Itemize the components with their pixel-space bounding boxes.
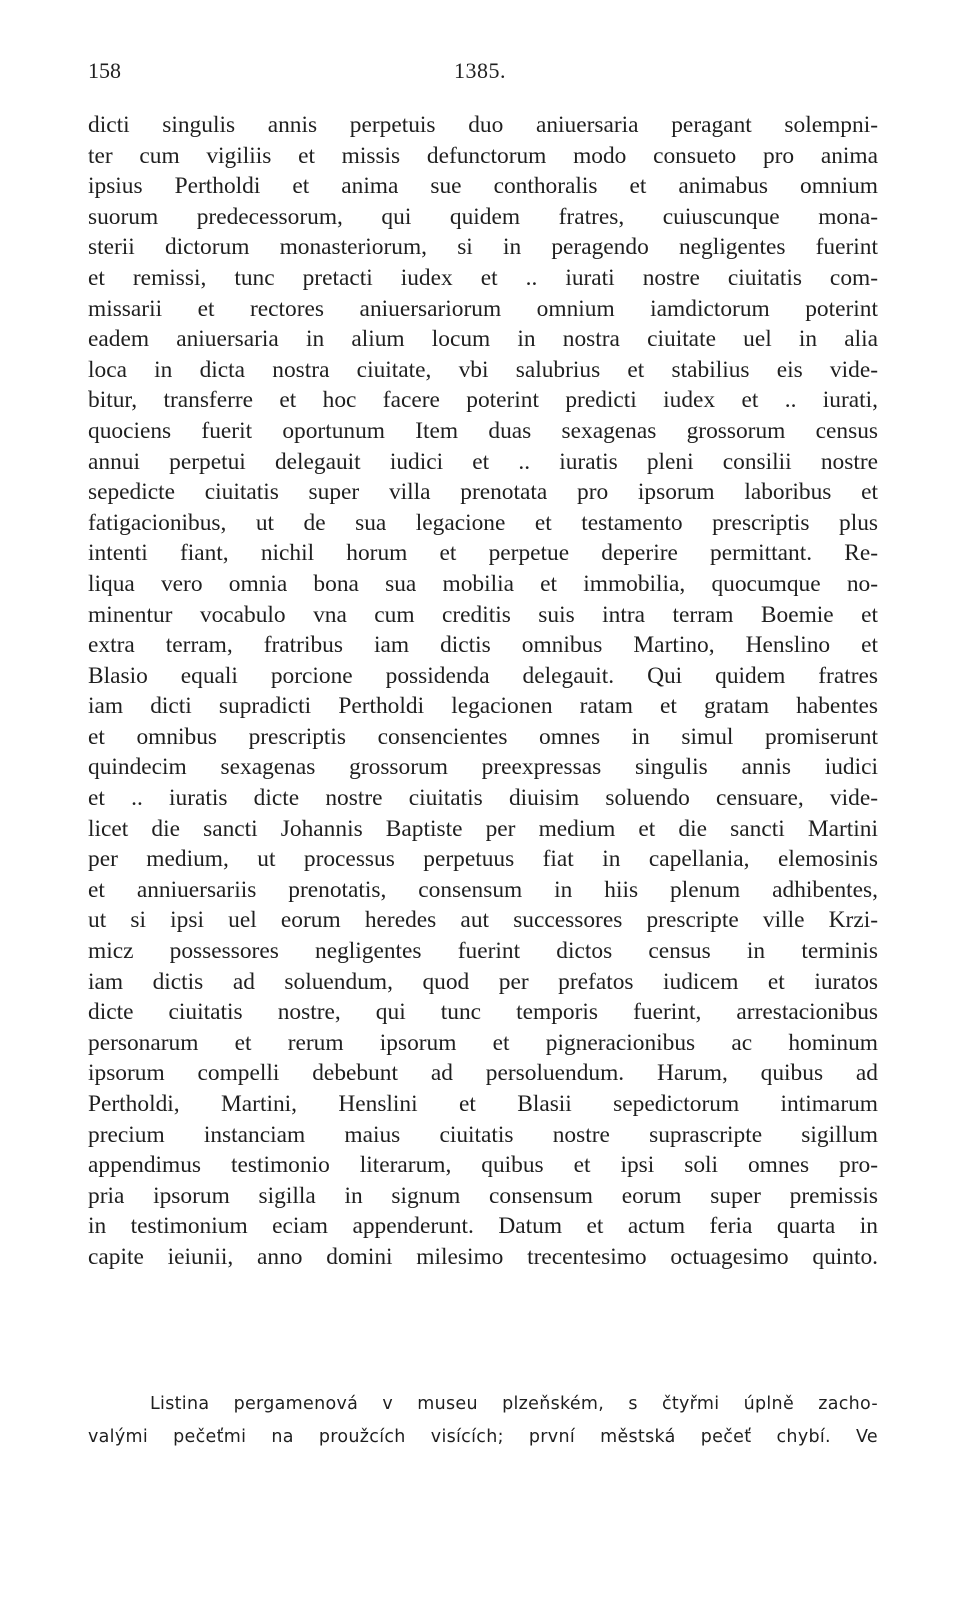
text-line: appendimus testimonio literarum, quibus et ipsi soli omnes pro- [88,1152,878,1179]
text-line: loca in dicta nostra ciuitate, vbi salubrius et stabilius eis vide- [88,356,878,383]
text-line: Pertholdi, Martini, Henslini et Blasii sepedictorum intimarum [88,1091,878,1117]
footnote-line: valými pečeťmi na proužcích visících; první městská pečeť chybí. Ve [88,1427,878,1447]
text-line: in testimonium eciam appenderunt. Datum et actum feria quarta in [88,1213,878,1240]
text-line: et omnibus prescriptis consencientes omnes in simul promiserunt [88,723,878,750]
text-line: Blasio equali porcione possidenda delegauit. Qui quidem fratres [88,662,878,689]
footnote-line: Listina pergamenová v museu plzeňském, s čtyřmi úplně zacho- [150,1394,878,1414]
text-line: ter cum vigiliis et missis defunctorum modo consueto pro anima [88,142,878,169]
text-line: minentur vocabulo vna cum creditis suis intra terram Boemie et [88,601,878,628]
text-line: annui perpetui delegauit iudici et .. iuratis pleni consilii nostre [88,448,878,475]
text-line: sepedicte ciuitatis super villa prenotata pro ipsorum laboribus et [88,479,878,506]
text-line: et .. iuratis dicte nostre ciuitatis diuisim soluendo censuare, vide- [88,785,878,812]
text-line: liqua vero omnia bona sua mobilia et immobilia, quocumque no- [88,570,878,597]
text-line: ipsius Pertholdi et anima sue conthoralis et animabus omnium [88,173,878,200]
text-line: fatigacionibus, ut de sua legacione et testamento prescriptis plus [88,509,878,536]
text-line: bitur, transferre et hoc facere poterint predicti iudex et .. iurati, [88,387,878,414]
text-line: sterii dictorum monasteriorum, si in peragendo negligentes fuerint [88,234,878,261]
page-number: 158 [88,58,121,83]
text-line: dicte ciuitatis nostre, qui tunc temporis fuerint, arrestacionibus [88,999,878,1026]
text-line: et remissi, tunc pretacti iudex et .. iurati nostre ciuitatis com- [88,264,878,291]
footnote-block [88,1388,878,1454]
text-line: precium instanciam maius ciuitatis nostre suprascripte sigillum [88,1121,878,1148]
text-line: micz possessores negligentes fuerint dictos census in terminis [88,938,878,965]
text-line: capite ieiunii, anno domini milesimo trecentesimo octuagesimo quinto. [88,1243,878,1270]
text-line: ut si ipsi uel eorum heredes aut successores prescripte ville Krzi- [88,907,878,934]
text-line: suorum predecessorum, qui quidem fratres, cuiuscunque mona- [88,203,878,230]
text-line: dicti singulis annis perpetuis duo aniuersaria peragant solempni- [88,112,878,138]
text-line: ipsorum compelli debebunt ad persoluendum. Harum, quibus ad [88,1060,878,1087]
text-line: iam dictis ad soluendum, quod per prefatos iudicem et iuratos [88,968,878,995]
main-text-block [88,110,878,1273]
page-header [88,58,878,92]
text-line: quindecim sexagenas grossorum preexpressas singulis annis iudici [88,754,878,781]
text-line: quociens fuerit oportunum Item duas sexagenas grossorum census [88,417,878,444]
text-line: per medium, ut processus perpetuus fiat in capellania, elemosinis [88,846,878,873]
text-line: extra terram, fratribus iam dictis omnibus Martino, Henslino et [88,632,878,659]
text-line: pria ipsorum sigilla in signum consensum eorum super premissis [88,1182,878,1209]
text-line: et anniuersariis prenotatis, consensum in hiis plenum adhibentes, [88,876,878,903]
text-line: personarum et rerum ipsorum et pigneracionibus ac hominum [88,1029,878,1056]
running-head-year: 1385. [454,58,506,83]
text-line: missarii et rectores aniuersariorum omnium iamdictorum poterint [88,295,878,322]
text-line: intenti fiant, nichil horum et perpetue deperire permittant. Re- [88,540,878,567]
text-line: eadem aniuersaria in alium locum in nostra ciuitate uel in alia [88,326,878,353]
text-line: licet die sancti Johannis Baptiste per medium et die sancti Martini [88,815,878,842]
text-line: iam dicti supradicti Pertholdi legacionen ratam et gratam habentes [88,693,878,720]
